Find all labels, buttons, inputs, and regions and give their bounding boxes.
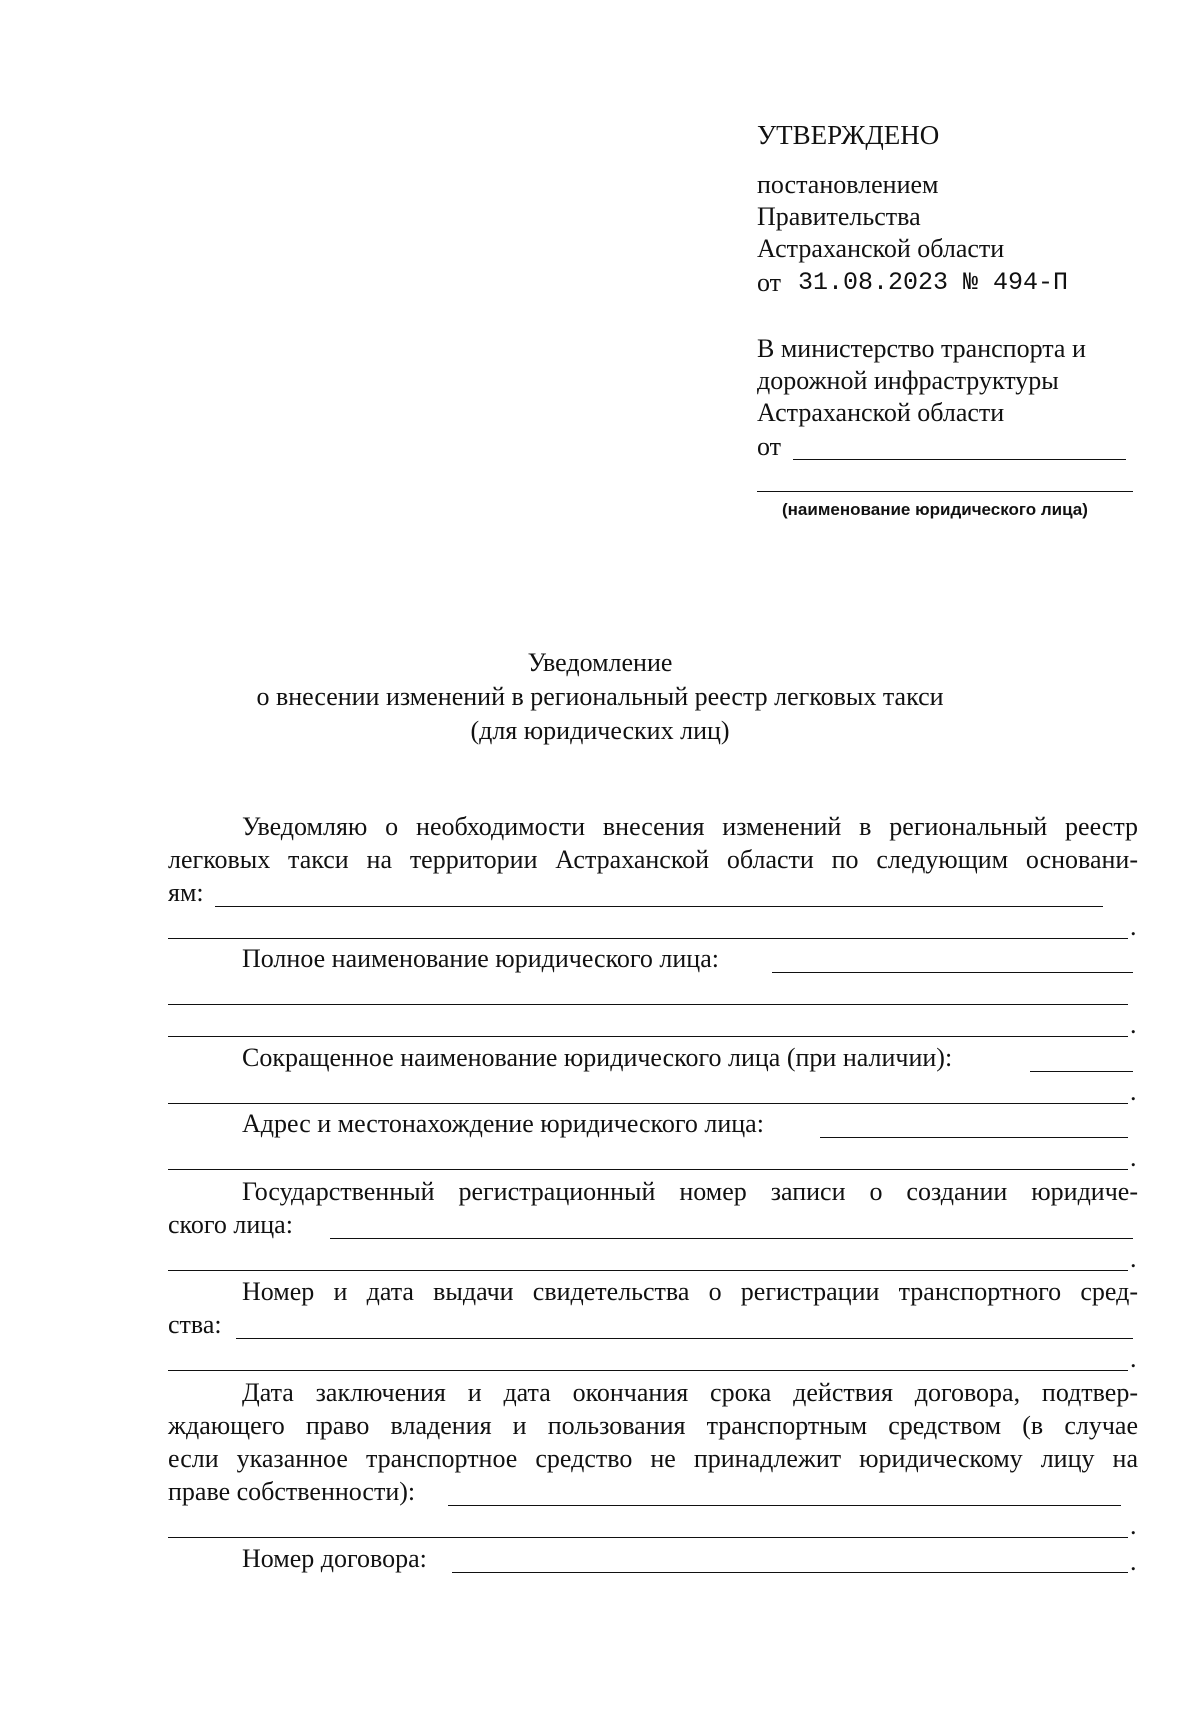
contract-number-label: Номер договора: bbox=[242, 1544, 427, 1573]
notice-title: Уведомление bbox=[527, 648, 673, 677]
address-field-2[interactable] bbox=[168, 1169, 1128, 1170]
certificate-label-line-2: ства: bbox=[168, 1310, 222, 1339]
certificate-field-2[interactable] bbox=[168, 1370, 1128, 1371]
notice-subtitle-applicant: (для юридических лиц) bbox=[470, 716, 730, 745]
reg-number-field-1[interactable] bbox=[330, 1238, 1133, 1239]
addressee-caption: (наименование юридического лица) bbox=[782, 500, 1088, 519]
reg-number-label-line-1: Государственный регистрационный номер записи о создании юридиче- bbox=[242, 1177, 1138, 1206]
intro-line-1: Уведомляю о необходимости внесения изменений в региональный реестр bbox=[242, 812, 1138, 841]
approval-line-2: Правительства bbox=[757, 202, 921, 231]
reg-number-end-period: . bbox=[1130, 1244, 1137, 1273]
certificate-label-line-1: Номер и дата выдачи свидетельства о регистрации транспортного сред- bbox=[242, 1277, 1138, 1306]
certificate-field-1[interactable] bbox=[236, 1338, 1133, 1339]
contract-dates-field-2[interactable] bbox=[168, 1537, 1128, 1538]
short-name-field-1[interactable] bbox=[1030, 1071, 1133, 1072]
contract-number-end-period: . bbox=[1130, 1547, 1137, 1576]
addressee-line-2: дорожной инфраструктуры bbox=[757, 366, 1059, 395]
intro-line-3: ям: bbox=[168, 878, 204, 907]
contract-dates-end-period: . bbox=[1130, 1511, 1137, 1540]
short-name-field-2[interactable] bbox=[168, 1103, 1128, 1104]
approval-line-1: постановлением bbox=[757, 170, 939, 199]
full-name-field-1[interactable] bbox=[772, 972, 1133, 973]
approval-heading: УТВЕРЖДЕНО bbox=[757, 120, 940, 150]
approval-line-3: Астраханской области bbox=[757, 234, 1005, 263]
grounds-field-2[interactable] bbox=[168, 938, 1128, 939]
addressee-from-label: от bbox=[757, 432, 782, 461]
grounds-end-period: . bbox=[1130, 912, 1137, 941]
contract-label-line-4: праве собственности): bbox=[168, 1477, 416, 1506]
grounds-field-1[interactable] bbox=[215, 906, 1103, 907]
addressee-line-3: Астраханской области bbox=[757, 398, 1005, 427]
contract-label-line-1: Дата заключения и дата окончания срока действия договора, подтвер- bbox=[242, 1378, 1138, 1407]
short-name-end-period: . bbox=[1130, 1077, 1137, 1106]
addressee-name-field[interactable] bbox=[757, 491, 1133, 492]
address-end-period: . bbox=[1130, 1143, 1137, 1172]
approval-date-prefix: от bbox=[757, 268, 782, 297]
reg-number-field-2[interactable] bbox=[168, 1270, 1128, 1271]
full-name-end-period: . bbox=[1130, 1010, 1137, 1039]
contract-label-line-2: ждающего право владения и пользования транспортным средством (в случае bbox=[168, 1411, 1138, 1440]
addressee-line-1: В министерство транспорта и bbox=[757, 334, 1086, 363]
certificate-end-period: . bbox=[1130, 1344, 1137, 1373]
full-name-field-2[interactable] bbox=[168, 1004, 1128, 1005]
full-name-label: Полное наименование юридического лица: bbox=[242, 944, 719, 973]
contract-label-line-3: если указанное транспортное средство не принадлежит юридическому лицу на bbox=[168, 1444, 1138, 1473]
reg-number-label-line-2: ского лица: bbox=[168, 1210, 293, 1239]
full-name-field-3[interactable] bbox=[168, 1036, 1128, 1037]
addressee-from-field[interactable] bbox=[793, 459, 1126, 460]
intro-line-2: легковых такси на территории Астраханской области по следующим основани- bbox=[168, 845, 1138, 874]
notice-subtitle: о внесении изменений в региональный реестр легковых такси bbox=[256, 682, 944, 711]
approval-date-stamp: 31.08.2023 № 494-П bbox=[798, 268, 1069, 297]
short-name-label: Сокращенное наименование юридического лица (при наличии): bbox=[242, 1043, 953, 1072]
contract-number-field[interactable] bbox=[452, 1572, 1128, 1573]
contract-dates-field-1[interactable] bbox=[448, 1505, 1121, 1506]
address-label: Адрес и местонахождение юридического лица: bbox=[242, 1109, 764, 1138]
address-field-1[interactable] bbox=[820, 1137, 1128, 1138]
